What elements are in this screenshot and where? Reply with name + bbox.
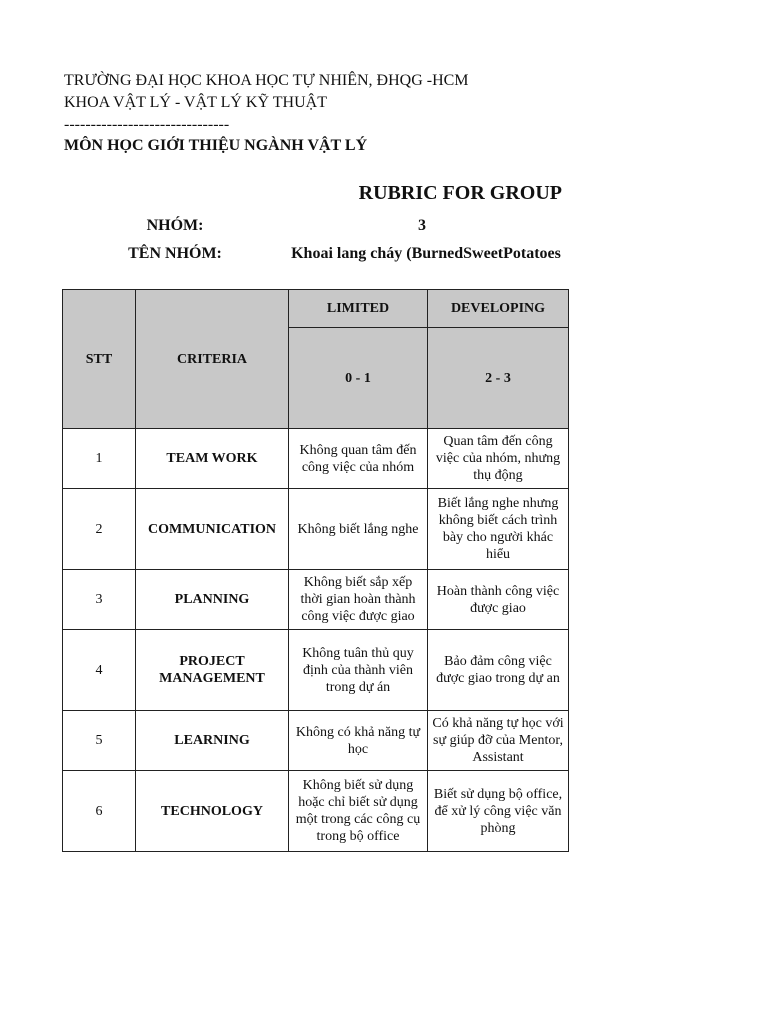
row-stt: 3 — [63, 570, 136, 630]
row-limited: Không biết sử dụng hoặc chỉ biết sử dụng một trong các công cụ trong bộ office — [289, 771, 428, 852]
table-row — [63, 570, 569, 630]
row-stt: 5 — [63, 711, 136, 771]
group-name-label: TÊN NHÓM: — [128, 245, 222, 262]
group-name-value: Khoai lang cháy (BurnedSweetPotatoes — [291, 245, 561, 262]
header-criteria: CRITERIA — [136, 290, 289, 429]
row-stt: 6 — [63, 771, 136, 852]
header-divider: ------------------------------- — [64, 116, 230, 133]
row-stt: 4 — [63, 630, 136, 711]
row-developing: Có khả năng tự học với sự giúp đỡ của Mentor, Assistant — [428, 711, 569, 771]
row-criteria: TECHNOLOGY — [136, 771, 289, 852]
row-criteria: COMMUNICATION — [136, 489, 289, 570]
row-developing: Biết sử dụng bộ office, để xử lý công việc văn phòng — [428, 771, 569, 852]
university-name: TRƯỜNG ĐẠI HỌC KHOA HỌC TỰ NHIÊN, ĐHQG -HCM — [64, 72, 469, 89]
header-stt: STT — [63, 290, 136, 429]
table-header-row — [63, 290, 569, 328]
row-stt: 2 — [63, 489, 136, 570]
header-developing: DEVELOPING — [428, 290, 569, 328]
group-number-label: NHÓM: — [146, 217, 204, 234]
table-row — [63, 771, 569, 852]
row-limited: Không quan tâm đến công việc của nhóm — [289, 429, 428, 489]
row-criteria: TEAM WORK — [136, 429, 289, 489]
course-title: MÔN HỌC GIỚI THIỆU NGÀNH VẬT LÝ — [64, 137, 368, 154]
row-stt: 1 — [63, 429, 136, 489]
row-limited: Không biết sắp xếp thời gian hoàn thành công việc được giao — [289, 570, 428, 630]
row-developing: Hoàn thành công việc được giao — [428, 570, 569, 630]
row-developing: Biết lắng nghe nhưng không biết cách trình bày cho người khác hiểu — [428, 489, 569, 570]
table-row — [63, 489, 569, 570]
header-limited-score: 0 - 1 — [289, 328, 428, 429]
faculty-name: KHOA VẬT LÝ - VẬT LÝ KỸ THUẬT — [64, 94, 327, 111]
row-developing: Bảo đảm công việc được giao trong dự an — [428, 630, 569, 711]
table-row — [63, 711, 569, 771]
table-row — [63, 630, 569, 711]
row-criteria: PLANNING — [136, 570, 289, 630]
row-developing: Quan tâm đến công việc của nhóm, nhưng thụ động — [428, 429, 569, 489]
row-limited: Không có khả năng tự học — [289, 711, 428, 771]
row-criteria: PROJECT MANAGEMENT — [136, 630, 289, 711]
table-row — [63, 429, 569, 489]
header-limited: LIMITED — [289, 290, 428, 328]
row-limited: Không tuân thủ quy định của thành viên trong dự án — [289, 630, 428, 711]
header-developing-score: 2 - 3 — [428, 328, 569, 429]
group-number-value: 3 — [418, 217, 426, 234]
document-title: RUBRIC FOR GROUP — [358, 182, 562, 204]
row-limited: Không biết lắng nghe — [289, 489, 428, 570]
row-criteria: LEARNING — [136, 711, 289, 771]
rubric-table — [62, 289, 569, 852]
